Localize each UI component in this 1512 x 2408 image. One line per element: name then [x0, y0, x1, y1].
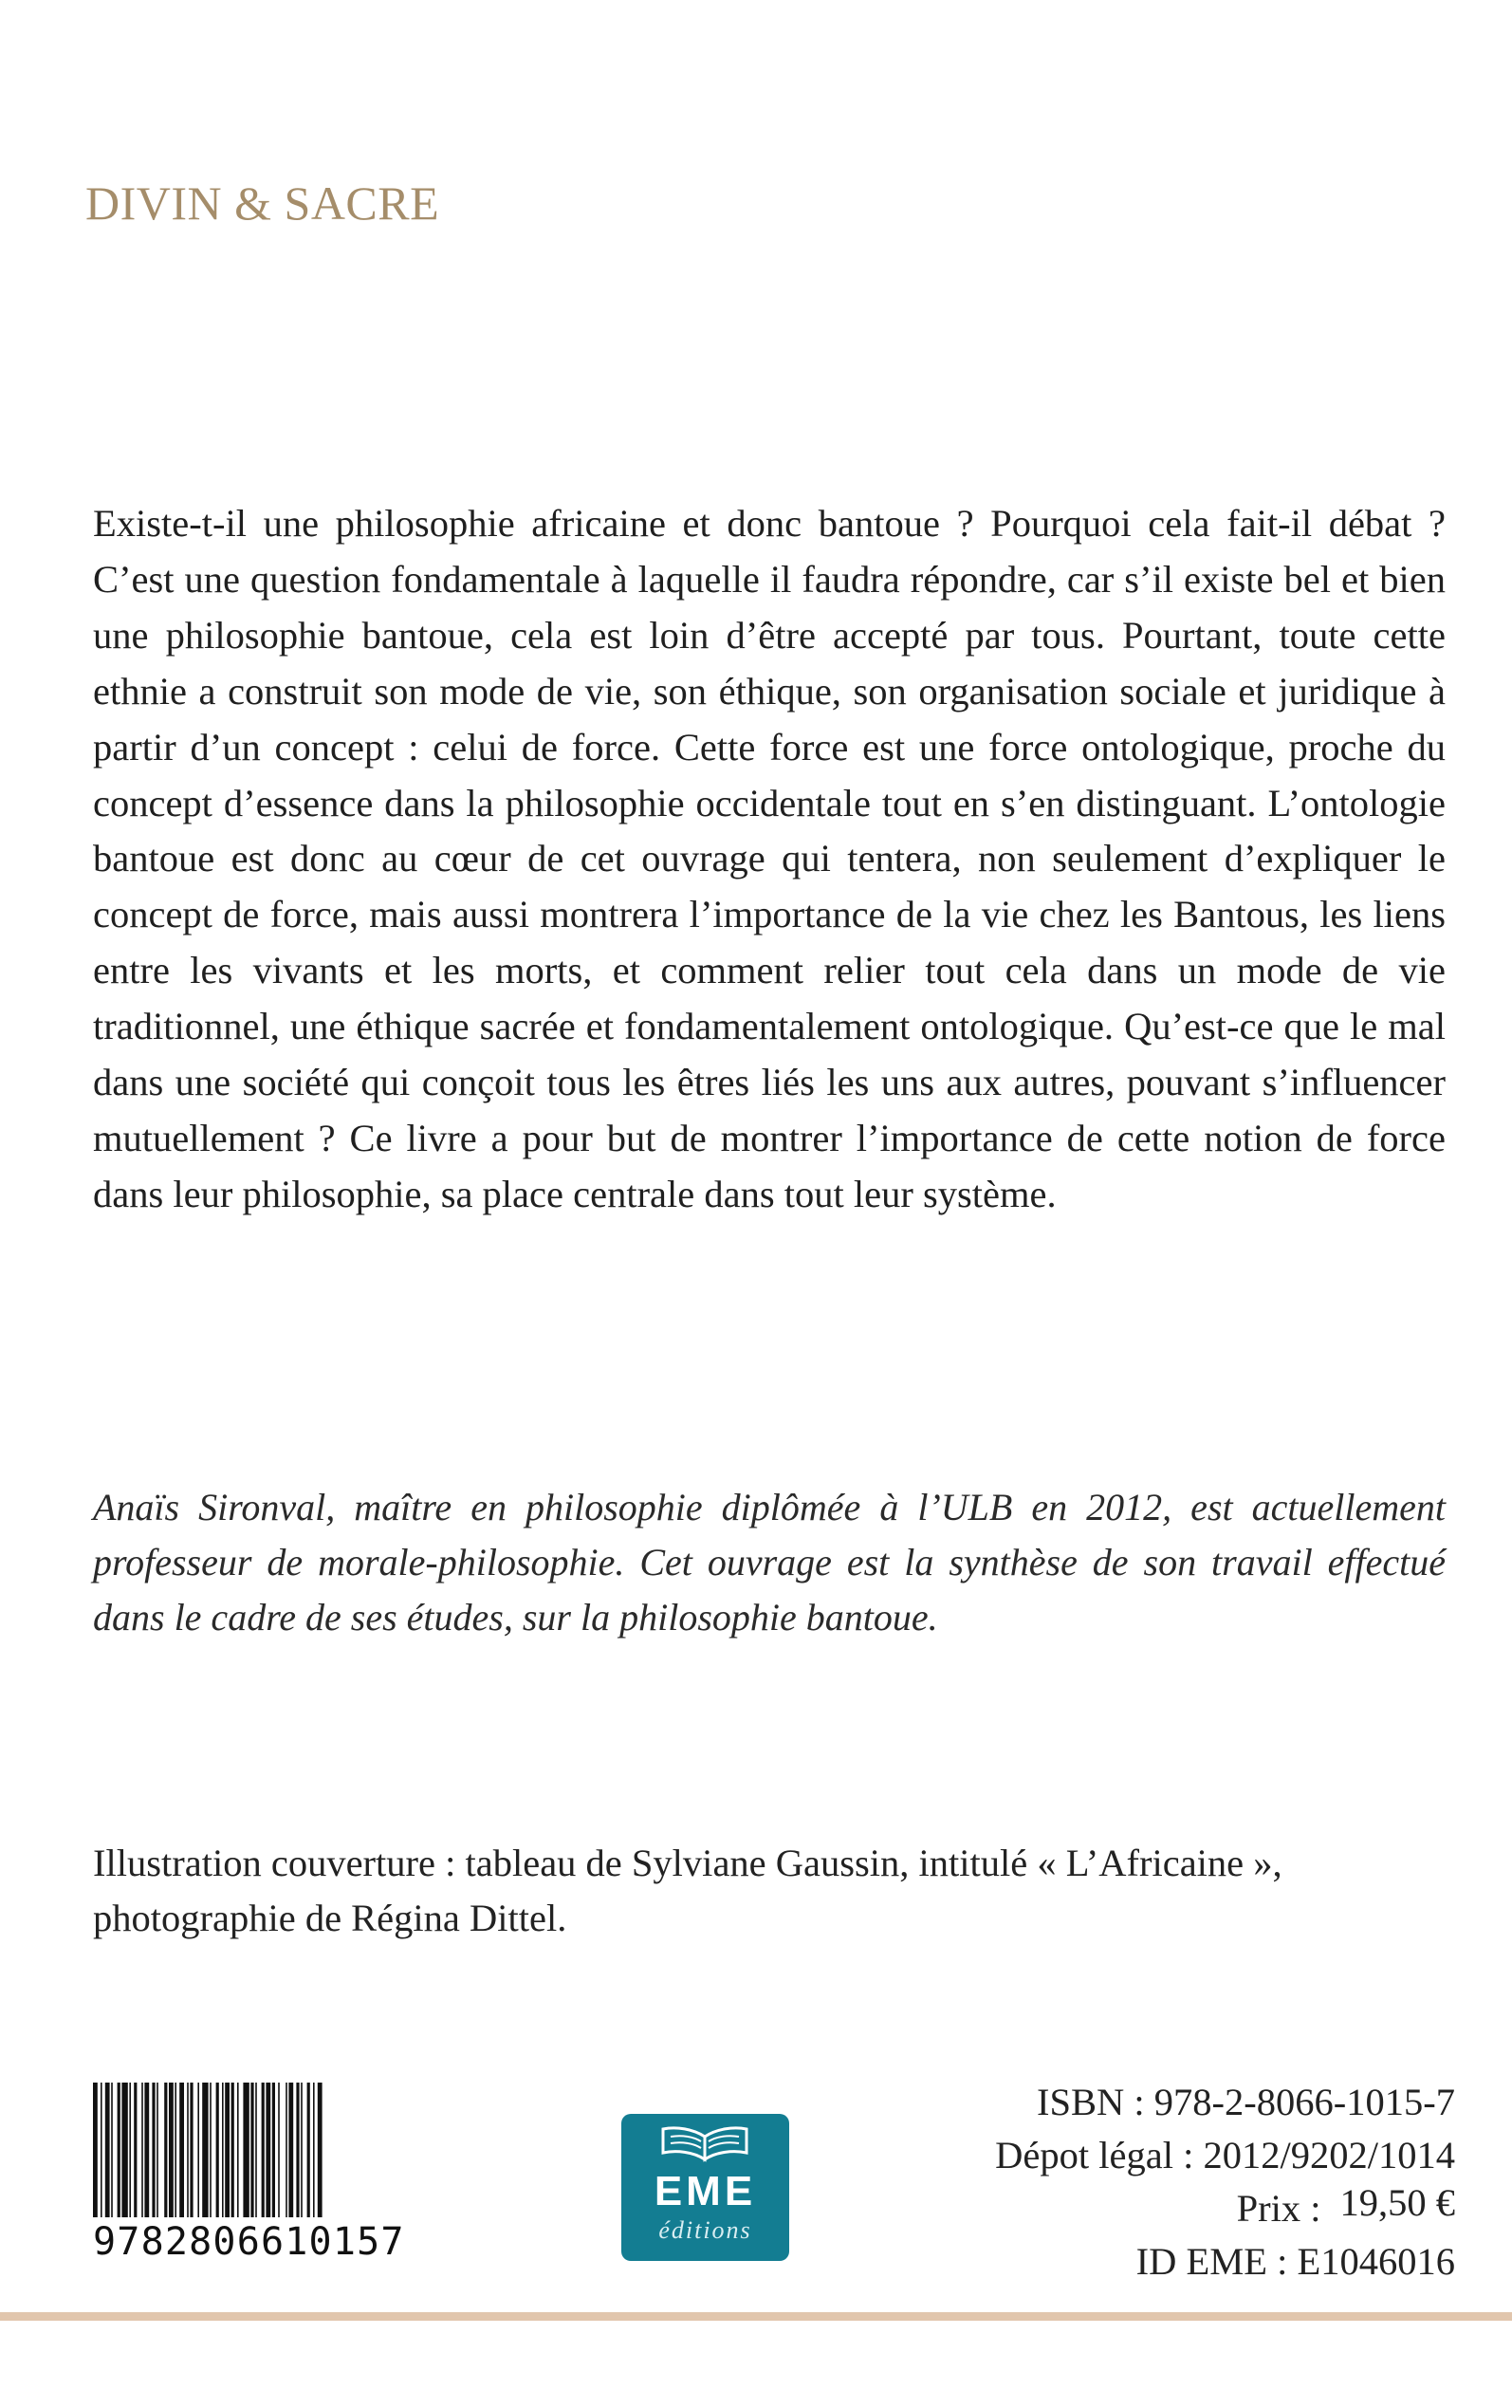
publisher-id: ID EME : E1046016	[1135, 2240, 1455, 2283]
open-book-icon	[657, 2123, 752, 2166]
publisher-subtitle: éditions	[658, 2216, 752, 2244]
barcode-digits: 9782806610157	[93, 2217, 427, 2267]
isbn: ISBN : 978-2-8066-1015-7	[1037, 2081, 1455, 2123]
footer-bar	[0, 2312, 1512, 2321]
price-value: 19,50 €	[1339, 2181, 1455, 2224]
price-label: Prix :	[1236, 2187, 1321, 2230]
series-title: DIVIN & SACRE	[85, 176, 440, 230]
publisher-name: EME	[654, 2168, 757, 2214]
illustration-credit: Illustration couverture : tableau de Sylviane Gaussin, intitulé « L’Africaine », photographie de Régina Dittel.	[93, 1842, 1282, 1939]
price-row	[995, 2182, 1455, 2235]
legal-deposit: Dépot légal : 2012/9202/1014	[995, 2134, 1455, 2176]
publication-info	[995, 2076, 1455, 2288]
author-bio: Anaïs Sironval, maître en philosophie diplômée à l’ULB en 2012, est actuellement professeur de morale-philosophie. Cet ouvrage est la synthèse de son travail effectué dans le cadre de ses études, sur la philosophie bantoue.	[93, 1486, 1446, 1639]
publisher-logo	[621, 2114, 789, 2261]
back-cover-blurb: Existe-t-il une philosophie africaine et donc bantoue ? Pourquoi cela fait-il débat ? C’est une question fondamentale à laquelle il faudra répondre, car s’il existe bel et bien une philosophie bantoue, cela est loin d’être accepté par tous. Pourtant, toute cette ethnie a construit son mode de vie, son éthique, son organisation sociale et juridique à partir d’un concept : celui de force. Cette force est une force ontologique, proche du concept d’essence dans la philosophie occidentale tout en s’en distinguant. L’ontologie bantoue est donc au cœur de cet ouvrage qui tentera, non seulement d’expliquer le concept de force, mais aussi montrera l’importance de la vie chez les Bantous, les liens entre les vivants et les morts, et comment relier tout cela dans un mode de vie traditionnel, une éthique sacrée et fondamentalement ontologique. Qu’est-ce que le mal dans une société qui conçoit tous les êtres liés les uns aux autres, pouvant s’influencer mutuellement ? Ce livre a pour but de montrer l’importance de cette notion de force dans leur philosophie, sa place centrale dans tout leur système.	[93, 502, 1446, 1215]
